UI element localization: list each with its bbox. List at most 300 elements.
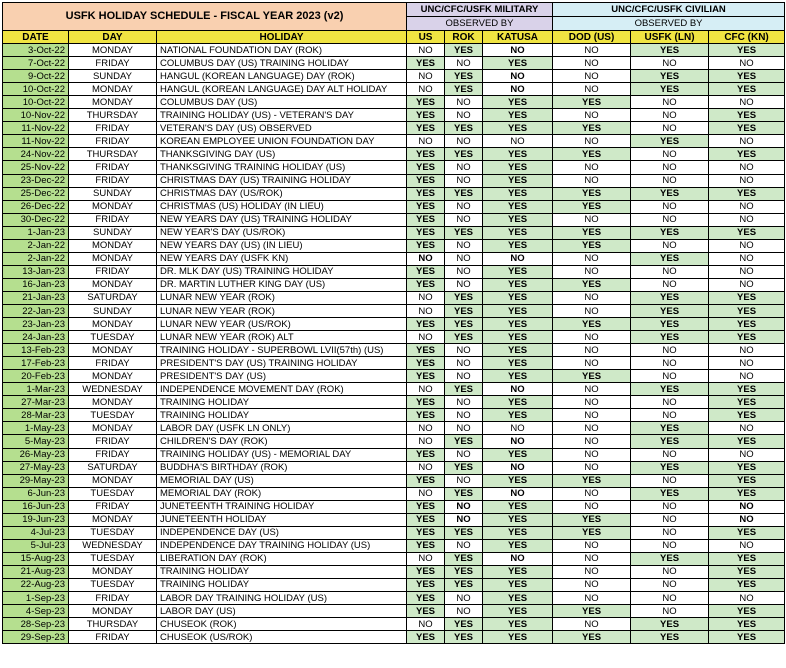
cell-dod-us: NO bbox=[553, 592, 631, 605]
cell-holiday: BUDDHA'S BIRTHDAY (ROK) bbox=[157, 461, 407, 474]
cell-dod-us: YES bbox=[553, 631, 631, 644]
cell-cfc-kn: NO bbox=[709, 213, 785, 226]
table-row bbox=[3, 291, 785, 304]
cell-holiday: NEW YEARS DAY (USFK KN) bbox=[157, 252, 407, 265]
cell-rok: YES bbox=[445, 526, 483, 539]
holiday-rows bbox=[3, 44, 785, 644]
cell-day: SUNDAY bbox=[69, 304, 157, 317]
table-row bbox=[3, 44, 785, 57]
cell-katusa: YES bbox=[483, 109, 553, 122]
cell-day: MONDAY bbox=[69, 344, 157, 357]
table-row bbox=[3, 370, 785, 383]
cell-holiday: LUNAR NEW YEAR (ROK) bbox=[157, 291, 407, 304]
cell-holiday: COLUMBUS DAY (US) bbox=[157, 96, 407, 109]
cell-cfc-kn: NO bbox=[709, 357, 785, 370]
cell-day: FRIDAY bbox=[69, 265, 157, 278]
cell-katusa: YES bbox=[483, 578, 553, 591]
cell-dod-us: NO bbox=[553, 174, 631, 187]
cell-date: 28-Sep-23 bbox=[3, 618, 69, 631]
cell-day: FRIDAY bbox=[69, 448, 157, 461]
cell-dod-us: NO bbox=[553, 565, 631, 578]
table-row bbox=[3, 109, 785, 122]
cell-us: YES bbox=[407, 592, 445, 605]
cell-cfc-kn: YES bbox=[709, 487, 785, 500]
table-row bbox=[3, 83, 785, 96]
cell-us: YES bbox=[407, 239, 445, 252]
cell-us: YES bbox=[407, 226, 445, 239]
cell-usfk-ln: YES bbox=[631, 618, 709, 631]
cell-day: THURSDAY bbox=[69, 618, 157, 631]
cell-date: 1-Mar-23 bbox=[3, 383, 69, 396]
cell-date: 4-Jul-23 bbox=[3, 526, 69, 539]
cell-usfk-ln: YES bbox=[631, 422, 709, 435]
cell-us: YES bbox=[407, 57, 445, 70]
civilian-group-header: UNC/CFC/USFK CIVILIAN bbox=[553, 3, 785, 17]
table-row bbox=[3, 565, 785, 578]
cell-cfc-kn: YES bbox=[709, 226, 785, 239]
cell-dod-us: YES bbox=[553, 96, 631, 109]
table-row bbox=[3, 487, 785, 500]
cell-date: 22-Aug-23 bbox=[3, 578, 69, 591]
cell-rok: NO bbox=[445, 239, 483, 252]
table-row bbox=[3, 383, 785, 396]
cell-holiday: TRAINING HOLIDAY bbox=[157, 578, 407, 591]
cell-day: FRIDAY bbox=[69, 357, 157, 370]
cell-dod-us: NO bbox=[553, 552, 631, 565]
cell-dod-us: NO bbox=[553, 539, 631, 552]
cell-rok: YES bbox=[445, 318, 483, 331]
cell-us: NO bbox=[407, 252, 445, 265]
cell-usfk-ln: YES bbox=[631, 70, 709, 83]
cell-usfk-ln: NO bbox=[631, 500, 709, 513]
cell-us: YES bbox=[407, 474, 445, 487]
cell-day: WEDNESDAY bbox=[69, 539, 157, 552]
cell-day: MONDAY bbox=[69, 474, 157, 487]
cell-us: NO bbox=[407, 552, 445, 565]
table-row bbox=[3, 539, 785, 552]
cell-dod-us: NO bbox=[553, 291, 631, 304]
cell-usfk-ln: YES bbox=[631, 331, 709, 344]
col-date: DATE bbox=[3, 31, 69, 44]
cell-rok: YES bbox=[445, 148, 483, 161]
cell-us: YES bbox=[407, 344, 445, 357]
cell-holiday: KOREAN EMPLOYEE UNION FOUNDATION DAY bbox=[157, 135, 407, 148]
cell-cfc-kn: NO bbox=[709, 174, 785, 187]
cell-day: SUNDAY bbox=[69, 187, 157, 200]
cell-katusa: NO bbox=[483, 383, 553, 396]
cell-katusa: NO bbox=[483, 252, 553, 265]
cell-day: THURSDAY bbox=[69, 109, 157, 122]
cell-dod-us: YES bbox=[553, 318, 631, 331]
table-row bbox=[3, 200, 785, 213]
cell-day: TUESDAY bbox=[69, 526, 157, 539]
cell-date: 25-Nov-22 bbox=[3, 161, 69, 174]
cell-us: NO bbox=[407, 383, 445, 396]
cell-cfc-kn: YES bbox=[709, 331, 785, 344]
cell-cfc-kn: NO bbox=[709, 344, 785, 357]
cell-dod-us: NO bbox=[553, 57, 631, 70]
cell-katusa: YES bbox=[483, 526, 553, 539]
cell-dod-us: NO bbox=[553, 487, 631, 500]
cell-dod-us: NO bbox=[553, 396, 631, 409]
cell-date: 10-Oct-22 bbox=[3, 96, 69, 109]
cell-rok: YES bbox=[445, 331, 483, 344]
cell-katusa: YES bbox=[483, 592, 553, 605]
cell-dod-us: NO bbox=[553, 213, 631, 226]
cell-rok: NO bbox=[445, 448, 483, 461]
cell-date: 9-Oct-22 bbox=[3, 70, 69, 83]
cell-usfk-ln: NO bbox=[631, 161, 709, 174]
cell-usfk-ln: NO bbox=[631, 213, 709, 226]
cell-rok: NO bbox=[445, 161, 483, 174]
cell-cfc-kn: YES bbox=[709, 396, 785, 409]
cell-date: 3-Oct-22 bbox=[3, 44, 69, 57]
cell-usfk-ln: NO bbox=[631, 278, 709, 291]
cell-rok: YES bbox=[445, 122, 483, 135]
cell-cfc-kn: YES bbox=[709, 565, 785, 578]
schedule-title: USFK HOLIDAY SCHEDULE - FISCAL YEAR 2023 (v2) bbox=[3, 3, 407, 31]
cell-date: 10-Oct-22 bbox=[3, 83, 69, 96]
cell-katusa: YES bbox=[483, 631, 553, 644]
cell-holiday: LABOR DAY (US) bbox=[157, 605, 407, 618]
cell-day: MONDAY bbox=[69, 422, 157, 435]
cell-date: 24-Jan-23 bbox=[3, 331, 69, 344]
cell-usfk-ln: YES bbox=[631, 135, 709, 148]
cell-date: 22-Jan-23 bbox=[3, 304, 69, 317]
cell-holiday: LUNAR NEW YEAR (US/ROK) bbox=[157, 318, 407, 331]
cell-katusa: YES bbox=[483, 409, 553, 422]
cell-usfk-ln: YES bbox=[631, 631, 709, 644]
cell-dod-us: NO bbox=[553, 344, 631, 357]
cell-rok: NO bbox=[445, 265, 483, 278]
cell-cfc-kn: YES bbox=[709, 291, 785, 304]
table-row bbox=[3, 526, 785, 539]
cell-katusa: YES bbox=[483, 513, 553, 526]
cell-katusa: NO bbox=[483, 70, 553, 83]
cell-day: THURSDAY bbox=[69, 148, 157, 161]
cell-katusa: NO bbox=[483, 135, 553, 148]
cell-dod-us: NO bbox=[553, 331, 631, 344]
cell-katusa: NO bbox=[483, 44, 553, 57]
cell-usfk-ln: YES bbox=[631, 83, 709, 96]
col-usfk-ln: USFK (LN) bbox=[631, 31, 709, 44]
col-us: US bbox=[407, 31, 445, 44]
cell-katusa: YES bbox=[483, 291, 553, 304]
cell-day: FRIDAY bbox=[69, 57, 157, 70]
cell-holiday: TRAINING HOLIDAY bbox=[157, 565, 407, 578]
cell-cfc-kn: YES bbox=[709, 461, 785, 474]
cell-holiday: INDEPENDENCE DAY (US) bbox=[157, 526, 407, 539]
cell-us: NO bbox=[407, 435, 445, 448]
cell-rok: NO bbox=[445, 409, 483, 422]
military-group-header: UNC/CFC/USFK MILITARY bbox=[407, 3, 553, 17]
table-row bbox=[3, 605, 785, 618]
cell-date: 26-May-23 bbox=[3, 448, 69, 461]
cell-usfk-ln: YES bbox=[631, 383, 709, 396]
cell-day: TUESDAY bbox=[69, 578, 157, 591]
cell-us: YES bbox=[407, 631, 445, 644]
cell-rok: NO bbox=[445, 344, 483, 357]
cell-day: TUESDAY bbox=[69, 331, 157, 344]
cell-date: 29-Sep-23 bbox=[3, 631, 69, 644]
cell-holiday: COLUMBUS DAY (US) TRAINING HOLIDAY bbox=[157, 57, 407, 70]
cell-rok: YES bbox=[445, 44, 483, 57]
cell-day: FRIDAY bbox=[69, 592, 157, 605]
cell-date: 17-Feb-23 bbox=[3, 357, 69, 370]
cell-cfc-kn: YES bbox=[709, 109, 785, 122]
table-row bbox=[3, 552, 785, 565]
cell-cfc-kn: YES bbox=[709, 526, 785, 539]
cell-katusa: NO bbox=[483, 422, 553, 435]
cell-day: MONDAY bbox=[69, 200, 157, 213]
cell-day: MONDAY bbox=[69, 318, 157, 331]
cell-cfc-kn: NO bbox=[709, 135, 785, 148]
cell-date: 21-Aug-23 bbox=[3, 565, 69, 578]
cell-dod-us: YES bbox=[553, 187, 631, 200]
cell-cfc-kn: YES bbox=[709, 148, 785, 161]
cell-holiday: JUNETEENTH TRAINING HOLIDAY bbox=[157, 500, 407, 513]
cell-holiday: MEMORIAL DAY (ROK) bbox=[157, 487, 407, 500]
cell-date: 27-Mar-23 bbox=[3, 396, 69, 409]
cell-us: YES bbox=[407, 96, 445, 109]
cell-day: FRIDAY bbox=[69, 135, 157, 148]
cell-rok: NO bbox=[445, 109, 483, 122]
cell-katusa: YES bbox=[483, 187, 553, 200]
cell-cfc-kn: YES bbox=[709, 474, 785, 487]
cell-date: 25-Dec-22 bbox=[3, 187, 69, 200]
cell-dod-us: NO bbox=[553, 500, 631, 513]
cell-us: YES bbox=[407, 513, 445, 526]
cell-rok: NO bbox=[445, 513, 483, 526]
cell-dod-us: YES bbox=[553, 278, 631, 291]
cell-us: NO bbox=[407, 83, 445, 96]
cell-cfc-kn: NO bbox=[709, 278, 785, 291]
cell-usfk-ln: NO bbox=[631, 474, 709, 487]
cell-usfk-ln: NO bbox=[631, 109, 709, 122]
cell-us: YES bbox=[407, 109, 445, 122]
cell-dod-us: NO bbox=[553, 357, 631, 370]
cell-holiday: LIBERATION DAY (ROK) bbox=[157, 552, 407, 565]
cell-us: YES bbox=[407, 370, 445, 383]
civilian-observed-by: OBSERVED BY bbox=[553, 17, 785, 31]
table-row bbox=[3, 174, 785, 187]
table-row bbox=[3, 461, 785, 474]
cell-holiday: CHRISTMAS (US) HOLIDAY (IN LIEU) bbox=[157, 200, 407, 213]
cell-us: YES bbox=[407, 200, 445, 213]
cell-rok: NO bbox=[445, 213, 483, 226]
cell-date: 2-Jan-22 bbox=[3, 252, 69, 265]
cell-katusa: YES bbox=[483, 148, 553, 161]
table-row bbox=[3, 409, 785, 422]
cell-katusa: YES bbox=[483, 539, 553, 552]
cell-usfk-ln: NO bbox=[631, 513, 709, 526]
cell-date: 23-Jan-23 bbox=[3, 318, 69, 331]
cell-holiday: HANGUL (KOREAN LANGUAGE) DAY (ROK) bbox=[157, 70, 407, 83]
cell-day: MONDAY bbox=[69, 239, 157, 252]
cell-dod-us: NO bbox=[553, 109, 631, 122]
cell-rok: NO bbox=[445, 474, 483, 487]
cell-rok: YES bbox=[445, 631, 483, 644]
cell-usfk-ln: NO bbox=[631, 605, 709, 618]
cell-cfc-kn: NO bbox=[709, 265, 785, 278]
cell-date: 16-Jun-23 bbox=[3, 500, 69, 513]
cell-us: NO bbox=[407, 304, 445, 317]
cell-holiday: NATIONAL FOUNDATION DAY (ROK) bbox=[157, 44, 407, 57]
cell-usfk-ln: NO bbox=[631, 357, 709, 370]
cell-us: YES bbox=[407, 396, 445, 409]
cell-cfc-kn: NO bbox=[709, 500, 785, 513]
cell-holiday: TRAINING HOLIDAY (US) - MEMORIAL DAY bbox=[157, 448, 407, 461]
cell-cfc-kn: YES bbox=[709, 618, 785, 631]
cell-date: 13-Jan-23 bbox=[3, 265, 69, 278]
cell-us: NO bbox=[407, 331, 445, 344]
cell-cfc-kn: NO bbox=[709, 96, 785, 109]
cell-dod-us: YES bbox=[553, 200, 631, 213]
cell-holiday: CHUSEOK (US/ROK) bbox=[157, 631, 407, 644]
cell-us: YES bbox=[407, 174, 445, 187]
col-holiday: HOLIDAY bbox=[157, 31, 407, 44]
cell-dod-us: NO bbox=[553, 70, 631, 83]
cell-usfk-ln: NO bbox=[631, 344, 709, 357]
cell-date: 30-Dec-22 bbox=[3, 213, 69, 226]
col-dod-us: DOD (US) bbox=[553, 31, 631, 44]
cell-holiday: THANKSGIVING TRAINING HOLIDAY (US) bbox=[157, 161, 407, 174]
cell-katusa: NO bbox=[483, 435, 553, 448]
table-row bbox=[3, 226, 785, 239]
cell-day: MONDAY bbox=[69, 605, 157, 618]
cell-holiday: CHILDREN'S DAY (ROK) bbox=[157, 435, 407, 448]
cell-rok: YES bbox=[445, 383, 483, 396]
cell-us: YES bbox=[407, 605, 445, 618]
cell-dod-us: NO bbox=[553, 83, 631, 96]
cell-day: MONDAY bbox=[69, 565, 157, 578]
cell-rok: NO bbox=[445, 592, 483, 605]
cell-holiday: TRAINING HOLIDAY bbox=[157, 396, 407, 409]
cell-holiday: PRESIDENT'S DAY (US) bbox=[157, 370, 407, 383]
cell-usfk-ln: NO bbox=[631, 565, 709, 578]
cell-rok: NO bbox=[445, 370, 483, 383]
cell-usfk-ln: YES bbox=[631, 435, 709, 448]
cell-holiday: CHRISTMAS DAY (US) TRAINING HOLIDAY bbox=[157, 174, 407, 187]
table-row bbox=[3, 318, 785, 331]
cell-usfk-ln: NO bbox=[631, 592, 709, 605]
cell-cfc-kn: YES bbox=[709, 187, 785, 200]
cell-katusa: YES bbox=[483, 500, 553, 513]
cell-usfk-ln: NO bbox=[631, 200, 709, 213]
cell-us: YES bbox=[407, 148, 445, 161]
col-rok: ROK bbox=[445, 31, 483, 44]
cell-day: MONDAY bbox=[69, 96, 157, 109]
cell-day: FRIDAY bbox=[69, 174, 157, 187]
cell-dod-us: NO bbox=[553, 135, 631, 148]
cell-us: YES bbox=[407, 161, 445, 174]
cell-katusa: YES bbox=[483, 448, 553, 461]
col-katusa: KATUSA bbox=[483, 31, 553, 44]
cell-rok: YES bbox=[445, 565, 483, 578]
cell-cfc-kn: YES bbox=[709, 383, 785, 396]
cell-us: YES bbox=[407, 565, 445, 578]
cell-day: MONDAY bbox=[69, 44, 157, 57]
cell-day: TUESDAY bbox=[69, 552, 157, 565]
cell-us: YES bbox=[407, 187, 445, 200]
cell-holiday: LABOR DAY (USFK LN ONLY) bbox=[157, 422, 407, 435]
cell-holiday: LUNAR NEW YEAR (ROK) bbox=[157, 304, 407, 317]
cell-us: YES bbox=[407, 278, 445, 291]
cell-dod-us: NO bbox=[553, 383, 631, 396]
cell-usfk-ln: NO bbox=[631, 239, 709, 252]
cell-katusa: NO bbox=[483, 461, 553, 474]
cell-date: 5-Jul-23 bbox=[3, 539, 69, 552]
cell-cfc-kn: YES bbox=[709, 605, 785, 618]
table-row bbox=[3, 239, 785, 252]
cell-holiday: DR. MLK DAY (US) TRAINING HOLIDAY bbox=[157, 265, 407, 278]
cell-holiday: CHUSEOK (ROK) bbox=[157, 618, 407, 631]
cell-rok: YES bbox=[445, 70, 483, 83]
cell-date: 7-Oct-22 bbox=[3, 57, 69, 70]
cell-us: NO bbox=[407, 487, 445, 500]
cell-katusa: YES bbox=[483, 618, 553, 631]
cell-us: NO bbox=[407, 44, 445, 57]
cell-dod-us: YES bbox=[553, 148, 631, 161]
cell-dod-us: NO bbox=[553, 304, 631, 317]
cell-usfk-ln: NO bbox=[631, 539, 709, 552]
cell-usfk-ln: YES bbox=[631, 44, 709, 57]
cell-cfc-kn: NO bbox=[709, 539, 785, 552]
cell-holiday: NEW YEARS DAY (US) TRAINING HOLIDAY bbox=[157, 213, 407, 226]
cell-us: NO bbox=[407, 461, 445, 474]
military-observed-by: OBSERVED BY bbox=[407, 17, 553, 31]
cell-date: 19-Jun-23 bbox=[3, 513, 69, 526]
cell-holiday: HANGUL (KOREAN LANGUAGE) DAY ALT HOLIDAY bbox=[157, 83, 407, 96]
cell-us: YES bbox=[407, 539, 445, 552]
cell-dod-us: YES bbox=[553, 526, 631, 539]
cell-usfk-ln: NO bbox=[631, 57, 709, 70]
cell-day: FRIDAY bbox=[69, 122, 157, 135]
cell-date: 15-Aug-23 bbox=[3, 552, 69, 565]
cell-katusa: YES bbox=[483, 357, 553, 370]
cell-date: 13-Feb-23 bbox=[3, 344, 69, 357]
cell-usfk-ln: YES bbox=[631, 252, 709, 265]
cell-us: YES bbox=[407, 578, 445, 591]
cell-date: 2-Jan-22 bbox=[3, 239, 69, 252]
cell-katusa: YES bbox=[483, 370, 553, 383]
cell-usfk-ln: YES bbox=[631, 304, 709, 317]
cell-rok: YES bbox=[445, 487, 483, 500]
cell-rok: YES bbox=[445, 578, 483, 591]
cell-cfc-kn: YES bbox=[709, 44, 785, 57]
table-row bbox=[3, 331, 785, 344]
cell-rok: YES bbox=[445, 618, 483, 631]
cell-dod-us: NO bbox=[553, 44, 631, 57]
cell-dod-us: YES bbox=[553, 239, 631, 252]
cell-rok: NO bbox=[445, 278, 483, 291]
cell-holiday: TRAINING HOLIDAY (US) - VETERAN'S DAY bbox=[157, 109, 407, 122]
cell-cfc-kn: YES bbox=[709, 409, 785, 422]
cell-date: 11-Nov-22 bbox=[3, 122, 69, 135]
cell-usfk-ln: NO bbox=[631, 265, 709, 278]
cell-usfk-ln: NO bbox=[631, 578, 709, 591]
cell-rok: YES bbox=[445, 226, 483, 239]
cell-us: NO bbox=[407, 135, 445, 148]
cell-us: YES bbox=[407, 213, 445, 226]
cell-katusa: YES bbox=[483, 318, 553, 331]
cell-date: 11-Nov-22 bbox=[3, 135, 69, 148]
cell-cfc-kn: NO bbox=[709, 161, 785, 174]
cell-katusa: YES bbox=[483, 161, 553, 174]
cell-holiday: LUNAR NEW YEAR (ROK) ALT bbox=[157, 331, 407, 344]
cell-us: NO bbox=[407, 618, 445, 631]
cell-holiday: NEW YEAR'S DAY (US/ROK) bbox=[157, 226, 407, 239]
